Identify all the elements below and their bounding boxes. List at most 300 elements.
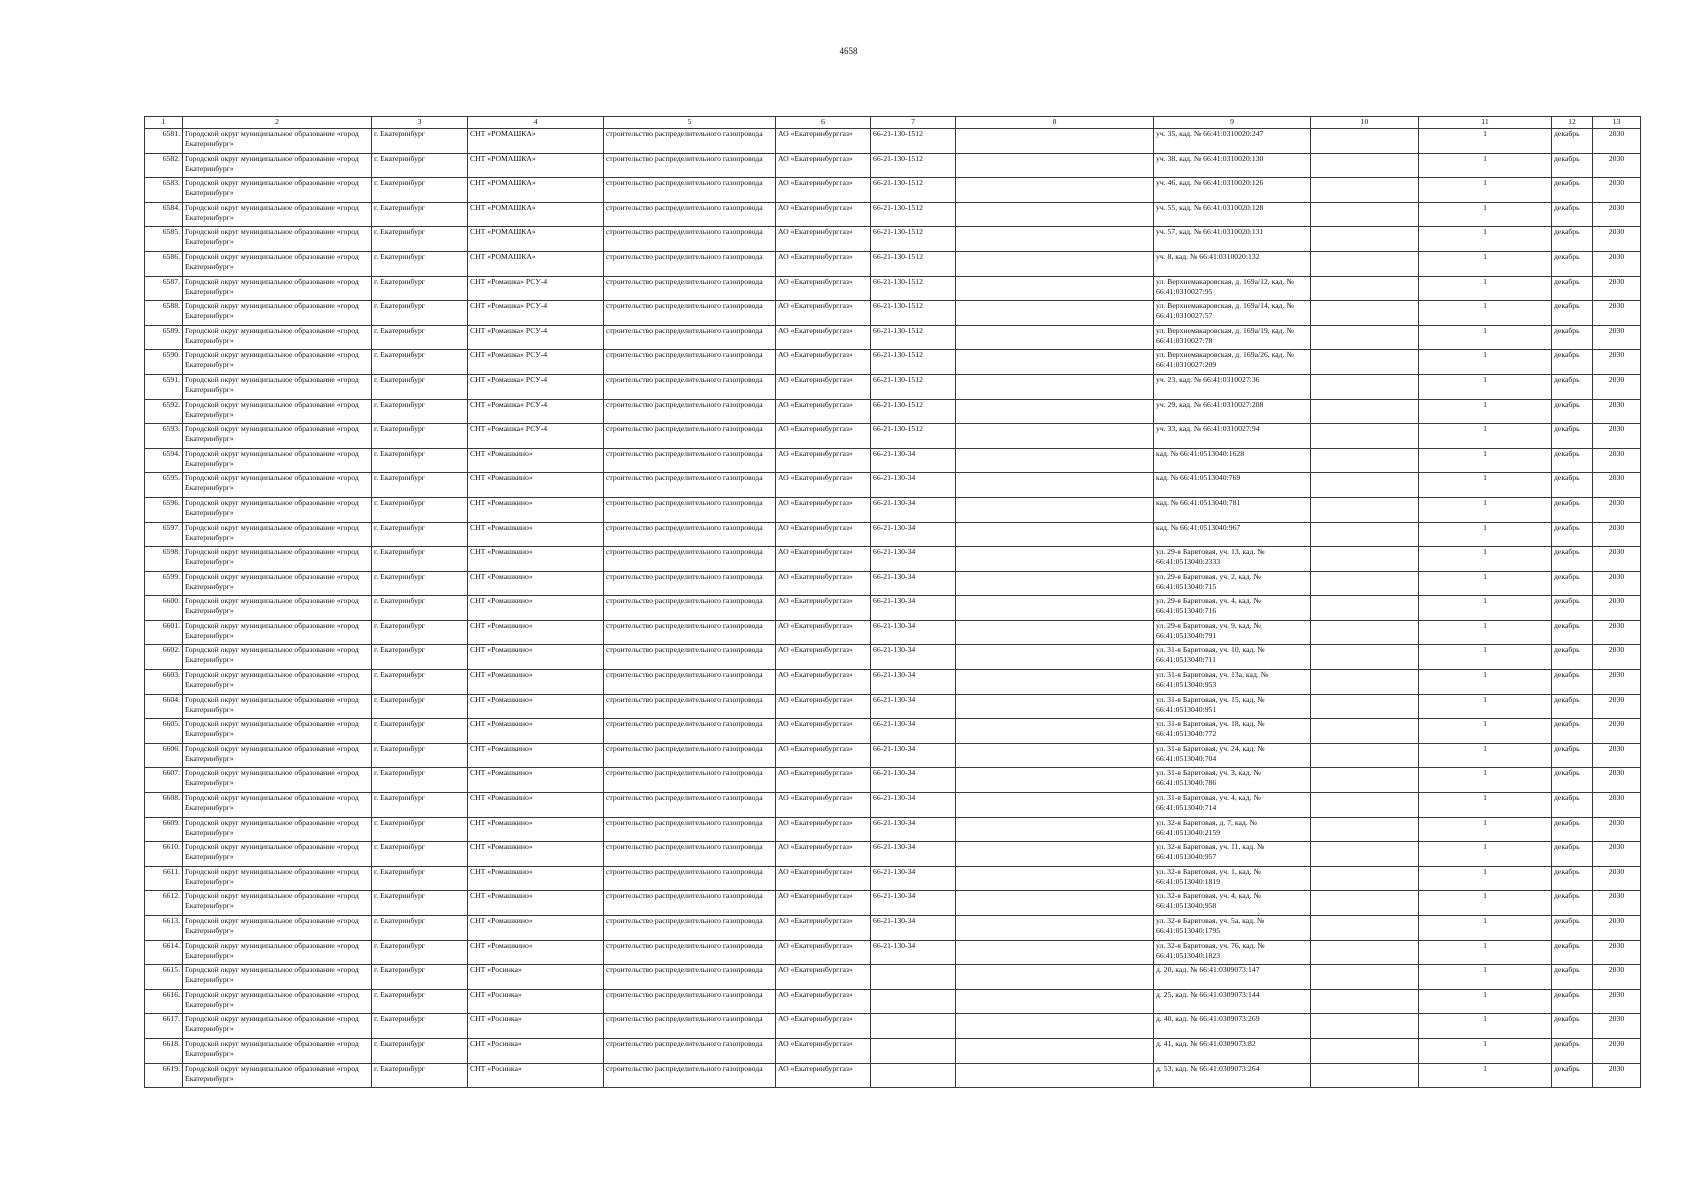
municipality-cell: Городской округ муниципальное образование «город Екатеринбург» [183, 547, 372, 572]
row-number: 6606. [145, 743, 183, 768]
quantity-cell: 1 [1419, 424, 1552, 449]
code-cell: 66-21-130-34 [871, 670, 956, 695]
table-row [145, 153, 1641, 178]
column-8-cell [956, 694, 1154, 719]
city-cell: г. Екатеринбург [372, 916, 468, 941]
work-type-cell: строительство распределительного газопровода [604, 620, 776, 645]
row-number: 6595. [145, 473, 183, 498]
municipality-cell: Городской округ муниципальное образование «город Екатеринбург» [183, 768, 372, 793]
municipality-cell: Городской округ муниципальное образование «город Екатеринбург» [183, 1014, 372, 1039]
month-cell: декабрь [1552, 178, 1593, 203]
snt-cell: СНТ «РОМАШКА» [468, 153, 604, 178]
quantity-cell: 1 [1419, 325, 1552, 350]
year-cell: 2030 [1593, 547, 1641, 572]
snt-cell: СНТ «Ромашкино» [468, 547, 604, 572]
municipality-cell: Городской округ муниципальное образование «город Екатеринбург» [183, 842, 372, 867]
year-cell: 2030 [1593, 178, 1641, 203]
city-cell: г. Екатеринбург [372, 793, 468, 818]
row-number: 6598. [145, 547, 183, 572]
municipality-cell: Городской округ муниципальное образование «город Екатеринбург» [183, 251, 372, 276]
municipality-cell: Городской округ муниципальное образование «город Екатеринбург» [183, 620, 372, 645]
work-type-cell: строительство распределительного газопровода [604, 596, 776, 621]
column-8-cell [956, 202, 1154, 227]
quantity-cell: 1 [1419, 178, 1552, 203]
year-cell: 2030 [1593, 1063, 1641, 1088]
year-cell: 2030 [1593, 817, 1641, 842]
work-type-cell: строительство распределительного газопровода [604, 743, 776, 768]
column-8-cell [956, 1038, 1154, 1063]
code-cell: 66-21-130-34 [871, 620, 956, 645]
column-10-cell [1311, 547, 1419, 572]
work-type-cell: строительство распределительного газопровода [604, 891, 776, 916]
row-number: 6612. [145, 891, 183, 916]
organization-cell: АО «Екатеринбурггаз» [776, 768, 871, 793]
city-cell: г. Екатеринбург [372, 891, 468, 916]
column-10-cell [1311, 596, 1419, 621]
work-type-cell: строительство распределительного газопровода [604, 276, 776, 301]
column-10-cell [1311, 227, 1419, 252]
month-cell: декабрь [1552, 448, 1593, 473]
row-number: 6599. [145, 571, 183, 596]
column-8-cell [956, 276, 1154, 301]
organization-cell: АО «Екатеринбурггаз» [776, 817, 871, 842]
row-number: 6608. [145, 793, 183, 818]
snt-cell: СНТ «Росинка» [468, 989, 604, 1014]
column-10-cell [1311, 719, 1419, 744]
year-cell: 2030 [1593, 448, 1641, 473]
year-cell: 2030 [1593, 768, 1641, 793]
snt-cell: СНТ «Ромашкино» [468, 793, 604, 818]
organization-cell: АО «Екатеринбурггаз» [776, 153, 871, 178]
code-cell: 66-21-130-1512 [871, 251, 956, 276]
organization-cell: АО «Екатеринбурггаз» [776, 743, 871, 768]
snt-cell: СНТ «Ромашкино» [468, 670, 604, 695]
code-cell: 66-21-130-34 [871, 473, 956, 498]
row-number: 6605. [145, 719, 183, 744]
column-8-cell [956, 793, 1154, 818]
snt-cell: СНТ «РОМАШКА» [468, 227, 604, 252]
snt-cell: СНТ «Ромашкино» [468, 940, 604, 965]
quantity-cell: 1 [1419, 1038, 1552, 1063]
row-number: 6594. [145, 448, 183, 473]
table-row [145, 670, 1641, 695]
column-header-2: 2 [183, 117, 372, 129]
column-8-cell [956, 916, 1154, 941]
month-cell: декабрь [1552, 571, 1593, 596]
city-cell: г. Екатеринбург [372, 989, 468, 1014]
work-type-cell: строительство распределительного газопровода [604, 251, 776, 276]
address-cell: уч. 57, кад. № 66:41:0310020:131 [1154, 227, 1311, 252]
work-type-cell: строительство распределительного газопровода [604, 694, 776, 719]
city-cell: г. Екатеринбург [372, 940, 468, 965]
column-10-cell [1311, 497, 1419, 522]
city-cell: г. Екатеринбург [372, 497, 468, 522]
column-10-cell [1311, 793, 1419, 818]
month-cell: декабрь [1552, 1038, 1593, 1063]
address-cell: ул. 31-я Барвтовая, уч. 4, кад. № 66:41:0513040:714 [1154, 793, 1311, 818]
column-8-cell [956, 768, 1154, 793]
year-cell: 2030 [1593, 325, 1641, 350]
table-row [145, 793, 1641, 818]
city-cell: г. Екатеринбург [372, 645, 468, 670]
snt-cell: СНТ «Ромашкино» [468, 645, 604, 670]
row-number: 6583. [145, 178, 183, 203]
column-8-cell [956, 129, 1154, 154]
municipality-cell: Городской округ муниципальное образование «город Екатеринбург» [183, 227, 372, 252]
month-cell: декабрь [1552, 473, 1593, 498]
column-8-cell [956, 325, 1154, 350]
month-cell: декабрь [1552, 276, 1593, 301]
table-row [145, 178, 1641, 203]
column-8-cell [956, 596, 1154, 621]
year-cell: 2030 [1593, 916, 1641, 941]
year-cell: 2030 [1593, 645, 1641, 670]
organization-cell: АО «Екатеринбурггаз» [776, 866, 871, 891]
quantity-cell: 1 [1419, 153, 1552, 178]
row-number: 6615. [145, 965, 183, 990]
row-number: 6593. [145, 424, 183, 449]
municipality-cell: Городской округ муниципальное образование «город Екатеринбург» [183, 940, 372, 965]
address-cell: ул. 32-я Барвтовая, уч. 1, кад. № 66:41:0513040:1819 [1154, 866, 1311, 891]
organization-cell: АО «Екатеринбурггаз» [776, 694, 871, 719]
month-cell: декабрь [1552, 153, 1593, 178]
table-row [145, 325, 1641, 350]
work-type-cell: строительство распределительного газопровода [604, 866, 776, 891]
month-cell: декабрь [1552, 891, 1593, 916]
snt-cell: СНТ «Ромашкино» [468, 522, 604, 547]
month-cell: декабрь [1552, 965, 1593, 990]
table-row [145, 1038, 1641, 1063]
work-type-cell: строительство распределительного газопровода [604, 916, 776, 941]
year-cell: 2030 [1593, 694, 1641, 719]
address-cell: д. 53, кад. № 66:41:0309073:264 [1154, 1063, 1311, 1088]
month-cell: декабрь [1552, 743, 1593, 768]
table-row [145, 251, 1641, 276]
table-row [145, 350, 1641, 375]
municipality-cell: Городской округ муниципальное образование «город Екатеринбург» [183, 522, 372, 547]
snt-cell: СНТ «Ромашкино» [468, 916, 604, 941]
code-cell: 66-21-130-1512 [871, 178, 956, 203]
organization-cell: АО «Екатеринбурггаз» [776, 448, 871, 473]
code-cell [871, 1038, 956, 1063]
column-10-cell [1311, 473, 1419, 498]
quantity-cell: 1 [1419, 522, 1552, 547]
work-type-cell: строительство распределительного газопровода [604, 719, 776, 744]
city-cell: г. Екатеринбург [372, 620, 468, 645]
column-8-cell [956, 547, 1154, 572]
month-cell: декабрь [1552, 989, 1593, 1014]
column-10-cell [1311, 350, 1419, 375]
address-cell: ул. 32-я Барвтовая, уч. 76, кад. № 66:41:0513040:1823 [1154, 940, 1311, 965]
row-number: 6584. [145, 202, 183, 227]
quantity-cell: 1 [1419, 719, 1552, 744]
municipality-cell: Городской округ муниципальное образование «город Екатеринбург» [183, 178, 372, 203]
quantity-cell: 1 [1419, 768, 1552, 793]
municipality-cell: Городской округ муниципальное образование «город Екатеринбург» [183, 571, 372, 596]
column-10-cell [1311, 1063, 1419, 1088]
work-type-cell: строительство распределительного газопровода [604, 399, 776, 424]
address-cell: ул. 32-я Барвтовая, уч. 4, кад. № 66:41:0513040:958 [1154, 891, 1311, 916]
code-cell: 66-21-130-1512 [871, 276, 956, 301]
organization-cell: АО «Екатеринбурггаз» [776, 178, 871, 203]
year-cell: 2030 [1593, 227, 1641, 252]
column-header-8: 8 [956, 117, 1154, 129]
column-header-1: 1 [145, 117, 183, 129]
city-cell: г. Екатеринбург [372, 866, 468, 891]
address-cell: кад. № 66:41:0513040:967 [1154, 522, 1311, 547]
table-row [145, 842, 1641, 867]
address-cell: уч. 38, кад. № 66:41:0310020:130 [1154, 153, 1311, 178]
municipality-cell: Городской округ муниципальное образование «город Екатеринбург» [183, 866, 372, 891]
city-cell: г. Екатеринбург [372, 719, 468, 744]
work-type-cell: строительство распределительного газопровода [604, 301, 776, 326]
organization-cell: АО «Екатеринбурггаз» [776, 374, 871, 399]
column-header-4: 4 [468, 117, 604, 129]
column-10-cell [1311, 448, 1419, 473]
table-row [145, 497, 1641, 522]
table-row [145, 227, 1641, 252]
municipality-cell: Городской округ муниципальное образование «город Екатеринбург» [183, 670, 372, 695]
column-10-cell [1311, 571, 1419, 596]
organization-cell: АО «Екатеринбурггаз» [776, 1014, 871, 1039]
column-10-cell [1311, 1014, 1419, 1039]
table-row [145, 374, 1641, 399]
year-cell: 2030 [1593, 866, 1641, 891]
year-cell: 2030 [1593, 202, 1641, 227]
year-cell: 2030 [1593, 596, 1641, 621]
code-cell: 66-21-130-34 [871, 817, 956, 842]
column-8-cell [956, 842, 1154, 867]
column-header-3: 3 [372, 117, 468, 129]
snt-cell: СНТ «РОМАШКА» [468, 202, 604, 227]
municipality-cell: Городской округ муниципальное образование «город Екатеринбург» [183, 350, 372, 375]
code-cell: 66-21-130-1512 [871, 301, 956, 326]
municipality-cell: Городской округ муниципальное образование «город Екатеринбург» [183, 301, 372, 326]
address-cell: д. 41, кад. № 66:41:0309073:82 [1154, 1038, 1311, 1063]
work-type-cell: строительство распределительного газопровода [604, 350, 776, 375]
column-header-12: 12 [1552, 117, 1593, 129]
table-row [145, 301, 1641, 326]
city-cell: г. Екатеринбург [372, 276, 468, 301]
year-cell: 2030 [1593, 473, 1641, 498]
snt-cell: СНТ «Ромашкино» [468, 448, 604, 473]
code-cell: 66-21-130-34 [871, 522, 956, 547]
address-cell: д. 40, кад. № 66:41:0309073:269 [1154, 1014, 1311, 1039]
table-body [145, 129, 1641, 1088]
quantity-cell: 1 [1419, 227, 1552, 252]
address-cell: ул. Верхнемакаровская, д. 169а/26, кад. № 66:41:0310027:209 [1154, 350, 1311, 375]
municipality-cell: Городской округ муниципальное образование «город Екатеринбург» [183, 694, 372, 719]
organization-cell: АО «Екатеринбурггаз» [776, 596, 871, 621]
year-cell: 2030 [1593, 301, 1641, 326]
work-type-cell: строительство распределительного газопровода [604, 571, 776, 596]
municipality-cell: Городской округ муниципальное образование «город Екатеринбург» [183, 743, 372, 768]
municipality-cell: Городской округ муниципальное образование «город Екатеринбург» [183, 448, 372, 473]
row-number: 6587. [145, 276, 183, 301]
column-8-cell [956, 719, 1154, 744]
row-number: 6582. [145, 153, 183, 178]
municipality-cell: Городской округ муниципальное образование «город Екатеринбург» [183, 497, 372, 522]
organization-cell: АО «Екатеринбурггаз» [776, 916, 871, 941]
row-number: 6602. [145, 645, 183, 670]
year-cell: 2030 [1593, 1038, 1641, 1063]
row-number: 6607. [145, 768, 183, 793]
row-number: 6591. [145, 374, 183, 399]
work-type-cell: строительство распределительного газопровода [604, 670, 776, 695]
column-8-cell [956, 743, 1154, 768]
snt-cell: СНТ «Росинка» [468, 1014, 604, 1039]
quantity-cell: 1 [1419, 1063, 1552, 1088]
organization-cell: АО «Екатеринбурггаз» [776, 424, 871, 449]
address-cell: ул. Верхнемакаровская, д. 169а/19, кад. № 66:41:0310027:78 [1154, 325, 1311, 350]
row-number: 6604. [145, 694, 183, 719]
code-cell [871, 1014, 956, 1039]
work-type-cell: строительство распределительного газопровода [604, 178, 776, 203]
work-type-cell: строительство распределительного газопровода [604, 153, 776, 178]
address-cell: ул. 32-я Барвтовая, д. 7, кад. № 66:41:0513040:2159 [1154, 817, 1311, 842]
month-cell: декабрь [1552, 620, 1593, 645]
snt-cell: СНТ «Ромашкино» [468, 571, 604, 596]
column-10-cell [1311, 989, 1419, 1014]
code-cell: 66-21-130-34 [871, 571, 956, 596]
code-cell: 66-21-130-34 [871, 719, 956, 744]
city-cell: г. Екатеринбург [372, 768, 468, 793]
work-type-cell: строительство распределительного газопровода [604, 793, 776, 818]
quantity-cell: 1 [1419, 129, 1552, 154]
column-10-cell [1311, 965, 1419, 990]
column-8-cell [956, 448, 1154, 473]
address-cell: ул. Верхнемакаровская, д. 169а/14, кад. № 66:41:0310027:57 [1154, 301, 1311, 326]
address-cell: д. 20, кад. № 66:41:0309073:147 [1154, 965, 1311, 990]
work-type-cell: строительство распределительного газопровода [604, 817, 776, 842]
month-cell: декабрь [1552, 374, 1593, 399]
organization-cell: АО «Екатеринбурггаз» [776, 620, 871, 645]
work-type-cell: строительство распределительного газопровода [604, 448, 776, 473]
column-10-cell [1311, 129, 1419, 154]
quantity-cell: 1 [1419, 596, 1552, 621]
month-cell: декабрь [1552, 325, 1593, 350]
city-cell: г. Екатеринбург [372, 399, 468, 424]
header-row [145, 117, 1641, 129]
address-cell: кад. № 66:41:0513040:769 [1154, 473, 1311, 498]
address-cell: д. 25, кад. № 66:41:0309073:144 [1154, 989, 1311, 1014]
code-cell: 66-21-130-1512 [871, 202, 956, 227]
month-cell: декабрь [1552, 645, 1593, 670]
snt-cell: СНТ «Росинка» [468, 965, 604, 990]
column-8-cell [956, 571, 1154, 596]
quantity-cell: 1 [1419, 399, 1552, 424]
city-cell: г. Екатеринбург [372, 153, 468, 178]
column-8-cell [956, 645, 1154, 670]
city-cell: г. Екатеринбург [372, 596, 468, 621]
row-number: 6592. [145, 399, 183, 424]
work-type-cell: строительство распределительного газопровода [604, 1014, 776, 1039]
month-cell: декабрь [1552, 350, 1593, 375]
code-cell: 66-21-130-34 [871, 891, 956, 916]
year-cell: 2030 [1593, 153, 1641, 178]
code-cell: 66-21-130-34 [871, 497, 956, 522]
organization-cell: АО «Екатеринбурггаз» [776, 251, 871, 276]
municipality-cell: Городской округ муниципальное образование «город Екатеринбург» [183, 1063, 372, 1088]
code-cell: 66-21-130-1512 [871, 424, 956, 449]
municipality-cell: Городской округ муниципальное образование «город Екатеринбург» [183, 965, 372, 990]
quantity-cell: 1 [1419, 891, 1552, 916]
row-number: 6619. [145, 1063, 183, 1088]
column-10-cell [1311, 891, 1419, 916]
organization-cell: АО «Екатеринбурггаз» [776, 227, 871, 252]
quantity-cell: 1 [1419, 940, 1552, 965]
column-8-cell [956, 424, 1154, 449]
snt-cell: СНТ «Ромашкино» [468, 473, 604, 498]
row-number: 6585. [145, 227, 183, 252]
work-type-cell: строительство распределительного газопровода [604, 1063, 776, 1088]
municipality-cell: Городской округ муниципальное образование «город Екатеринбург» [183, 473, 372, 498]
year-cell: 2030 [1593, 350, 1641, 375]
column-10-cell [1311, 916, 1419, 941]
municipality-cell: Городской округ муниципальное образование «город Екатеринбург» [183, 817, 372, 842]
organization-cell: АО «Екатеринбурггаз» [776, 350, 871, 375]
code-cell: 66-21-130-34 [871, 448, 956, 473]
column-8-cell [956, 374, 1154, 399]
code-cell: 66-21-130-34 [871, 645, 956, 670]
quantity-cell: 1 [1419, 350, 1552, 375]
work-type-cell: строительство распределительного газопровода [604, 227, 776, 252]
work-type-cell: строительство распределительного газопровода [604, 129, 776, 154]
organization-cell: АО «Екатеринбурггаз» [776, 522, 871, 547]
year-cell: 2030 [1593, 571, 1641, 596]
municipality-cell: Городской округ муниципальное образование «город Екатеринбург» [183, 325, 372, 350]
organization-cell: АО «Екатеринбурггаз» [776, 325, 871, 350]
work-type-cell: строительство распределительного газопровода [604, 768, 776, 793]
column-10-cell [1311, 178, 1419, 203]
organization-cell: АО «Екатеринбурггаз» [776, 670, 871, 695]
city-cell: г. Екатеринбург [372, 1038, 468, 1063]
column-10-cell [1311, 1038, 1419, 1063]
year-cell: 2030 [1593, 497, 1641, 522]
snt-cell: СНТ «Росинка» [468, 1063, 604, 1088]
city-cell: г. Екатеринбург [372, 473, 468, 498]
municipality-cell: Городской округ муниципальное образование «город Екатеринбург» [183, 891, 372, 916]
city-cell: г. Екатеринбург [372, 202, 468, 227]
quantity-cell: 1 [1419, 793, 1552, 818]
city-cell: г. Екатеринбург [372, 571, 468, 596]
column-8-cell [956, 251, 1154, 276]
table-row [145, 743, 1641, 768]
table-row [145, 940, 1641, 965]
code-cell: 66-21-130-34 [871, 768, 956, 793]
quantity-cell: 1 [1419, 547, 1552, 572]
quantity-cell: 1 [1419, 817, 1552, 842]
work-type-cell: строительство распределительного газопровода [604, 965, 776, 990]
column-10-cell [1311, 645, 1419, 670]
organization-cell: АО «Екатеринбурггаз» [776, 473, 871, 498]
work-type-cell: строительство распределительного газопровода [604, 424, 776, 449]
table-header [145, 117, 1641, 129]
year-cell: 2030 [1593, 670, 1641, 695]
code-cell: 66-21-130-1512 [871, 399, 956, 424]
snt-cell: СНТ «Ромашка» РСУ-4 [468, 350, 604, 375]
city-cell: г. Екатеринбург [372, 424, 468, 449]
month-cell: декабрь [1552, 424, 1593, 449]
quantity-cell: 1 [1419, 743, 1552, 768]
snt-cell: СНТ «Ромашка» РСУ-4 [468, 276, 604, 301]
month-cell: декабрь [1552, 1063, 1593, 1088]
snt-cell: СНТ «Ромашкино» [468, 620, 604, 645]
month-cell: декабрь [1552, 547, 1593, 572]
code-cell: 66-21-130-34 [871, 793, 956, 818]
month-cell: декабрь [1552, 916, 1593, 941]
work-type-cell: строительство распределительного газопровода [604, 842, 776, 867]
